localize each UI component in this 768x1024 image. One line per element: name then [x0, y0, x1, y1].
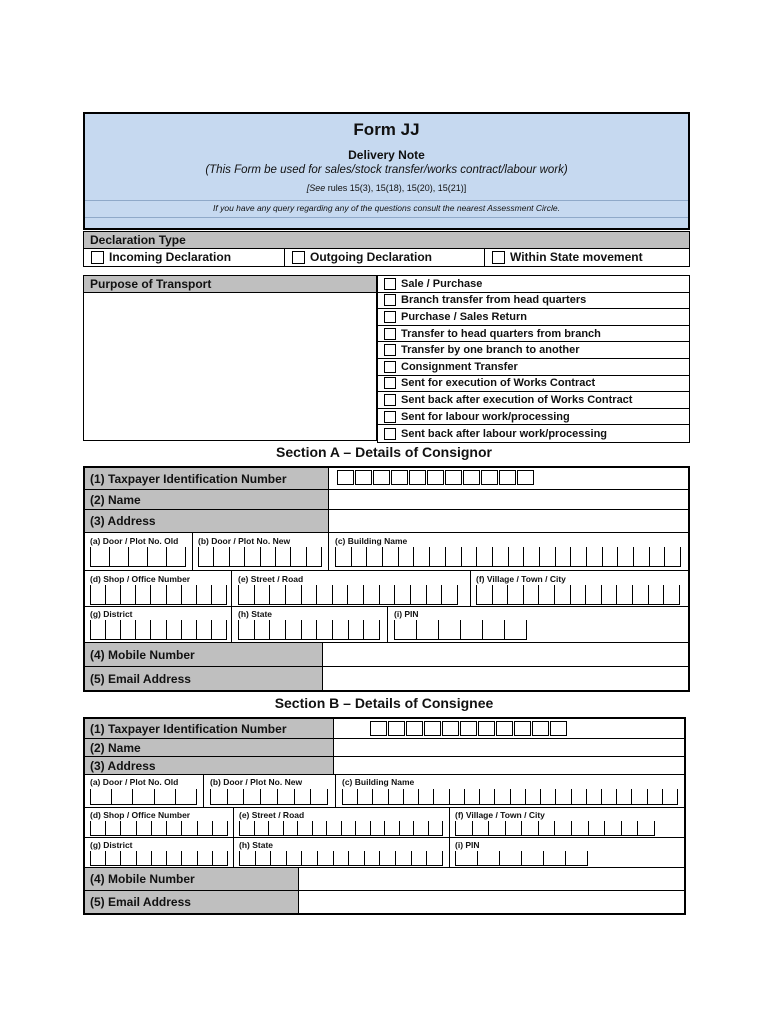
form-rules — [85, 183, 688, 193]
b-pin-label: (i) PIN — [455, 840, 480, 850]
a-shop-input[interactable] — [90, 585, 227, 605]
transport-option-label: Consignment Transfer — [401, 360, 518, 373]
b-mobile-row — [85, 868, 684, 891]
declaration-incoming-label: Incoming Declaration — [109, 250, 232, 264]
b-shop-label: (d) Shop / Office Number — [90, 810, 191, 820]
a-state-input[interactable] — [238, 620, 380, 640]
checkbox[interactable] — [384, 294, 396, 306]
checkbox[interactable] — [384, 394, 396, 406]
transport-option[interactable] — [378, 392, 689, 409]
form-subtitle: Delivery Note — [348, 148, 425, 162]
b-tin-row — [85, 719, 684, 739]
a-tin-row — [85, 468, 688, 490]
b-village-input[interactable] — [455, 821, 655, 836]
b-building-input[interactable] — [342, 789, 678, 805]
declaration-within-state[interactable] — [485, 248, 689, 266]
a-district-label: (g) District — [90, 609, 133, 619]
b-email-row — [85, 891, 684, 913]
checkbox[interactable] — [292, 251, 305, 264]
a-address-label: (3) Address — [85, 510, 329, 532]
transport-option[interactable] — [378, 359, 689, 376]
section-b-title: Section B – Details of Consignee — [274, 695, 494, 711]
transport-option-label: Branch transfer from head quarters — [401, 294, 587, 307]
checkbox[interactable] — [384, 311, 396, 323]
a-shop-label: (d) Shop / Office Number — [90, 574, 191, 584]
declaration-incoming[interactable] — [84, 248, 285, 266]
b-mobile-label: (4) Mobile Number — [85, 868, 299, 890]
a-tin-input[interactable] — [337, 470, 535, 485]
declaration-options — [83, 248, 690, 267]
b-building-label: (c) Building Name — [342, 777, 415, 787]
declaration-outgoing[interactable] — [285, 248, 485, 266]
transport-option-label: Purchase / Sales Return — [401, 310, 527, 323]
transport-option[interactable] — [378, 376, 689, 393]
a-tin-label: (1) Taxpayer Identification Number — [85, 468, 329, 489]
section-a-title: Section A – Details of Consignor — [276, 444, 492, 460]
transport-option[interactable] — [378, 276, 689, 293]
transport-option-label: Sent back after execution of Works Contract — [401, 393, 633, 406]
b-door-old-label: (a) Door / Plot No. Old — [90, 777, 179, 787]
b-door-old-input[interactable] — [90, 789, 197, 805]
declaration-within-state-label: Within State movement — [510, 250, 643, 264]
a-door-old-label: (a) Door / Plot No. Old — [90, 536, 179, 546]
checkbox[interactable] — [384, 344, 396, 356]
b-tin-input[interactable] — [370, 721, 568, 736]
transport-options — [377, 275, 690, 443]
query-note: If you have any query regarding any of the questions consult the nearest Assessment Circle. — [213, 203, 560, 213]
b-name-label: (2) Name — [85, 739, 334, 756]
transport-option-label: Sent for execution of Works Contract — [401, 377, 596, 390]
a-email-label: (5) Email Address — [85, 667, 323, 690]
declaration-outgoing-label: Outgoing Declaration — [310, 250, 433, 264]
b-pin-input[interactable] — [455, 851, 588, 866]
a-door-new-label: (b) Door / Plot No. New — [198, 536, 291, 546]
form-header — [83, 112, 690, 230]
a-mobile-label: (4) Mobile Number — [85, 643, 323, 666]
b-door-row — [85, 775, 684, 808]
b-village-label: (f) Village / Town / City — [455, 810, 545, 820]
transport-heading: Purpose of Transport — [83, 275, 377, 293]
checkbox[interactable] — [384, 411, 396, 423]
transport-option-label: Transfer to head quarters from branch — [401, 327, 601, 340]
a-email-row — [85, 667, 688, 690]
a-name-row — [85, 490, 688, 510]
b-tin-label: (1) Taxpayer Identification Number — [85, 719, 334, 738]
transport-blank-area — [83, 293, 377, 441]
transport-option[interactable] — [378, 425, 689, 442]
a-name-label: (2) Name — [85, 490, 329, 509]
a-building-label: (c) Building Name — [335, 536, 408, 546]
b-district-label: (g) District — [90, 840, 133, 850]
b-street-input[interactable] — [239, 821, 443, 836]
b-address-label: (3) Address — [85, 757, 334, 774]
a-mobile-row — [85, 643, 688, 667]
section-b — [83, 717, 686, 915]
b-shop-row — [85, 808, 684, 838]
rules-text: rules 15(3), 15(18), 15(20), 15(21)] — [325, 183, 467, 193]
a-door-new-input[interactable] — [198, 547, 322, 567]
b-address-row — [85, 757, 684, 775]
rules-see: [See — [306, 183, 326, 193]
section-a — [83, 466, 690, 692]
transport-option[interactable] — [378, 293, 689, 310]
b-door-new-label: (b) Door / Plot No. New — [210, 777, 303, 787]
a-pin-label: (i) PIN — [394, 609, 419, 619]
transport-option-label: Sent for labour work/processing — [401, 410, 570, 423]
transport-option[interactable] — [378, 342, 689, 359]
checkbox[interactable] — [492, 251, 505, 264]
a-building-input[interactable] — [335, 547, 681, 567]
a-village-input[interactable] — [476, 585, 680, 605]
transport-option[interactable] — [378, 409, 689, 426]
a-pin-input[interactable] — [394, 620, 527, 640]
b-door-new-input[interactable] — [210, 789, 328, 805]
checkbox[interactable] — [91, 251, 104, 264]
checkbox[interactable] — [384, 328, 396, 340]
b-district-row — [85, 838, 684, 868]
checkbox[interactable] — [384, 377, 396, 389]
a-door-row — [85, 533, 688, 571]
b-name-row — [85, 739, 684, 757]
a-district-row — [85, 607, 688, 643]
transport-option-label: Transfer by one branch to another — [401, 344, 580, 357]
a-village-label: (f) Village / Town / City — [476, 574, 566, 584]
a-district-input[interactable] — [90, 620, 227, 640]
a-shop-row — [85, 571, 688, 607]
b-district-input[interactable] — [90, 851, 228, 866]
a-state-label: (h) State — [238, 609, 272, 619]
checkbox[interactable] — [384, 278, 396, 290]
transport-option-label: Sent back after labour work/processing — [401, 427, 608, 440]
form-purpose: (This Form be used for sales/stock transfer/works contract/labour work) — [205, 164, 568, 176]
checkbox[interactable] — [384, 428, 396, 440]
transport-option-label: Sale / Purchase — [401, 277, 483, 290]
b-state-input[interactable] — [239, 851, 443, 866]
a-street-input[interactable] — [238, 585, 458, 605]
b-shop-input[interactable] — [90, 821, 228, 836]
b-email-label: (5) Email Address — [85, 891, 299, 913]
a-door-old-input[interactable] — [90, 547, 186, 567]
b-state-label: (h) State — [239, 840, 273, 850]
checkbox[interactable] — [384, 361, 396, 373]
a-street-label: (e) Street / Road — [238, 574, 304, 584]
declaration-heading: Declaration Type — [83, 231, 690, 249]
b-street-label: (e) Street / Road — [239, 810, 305, 820]
transport-option[interactable] — [378, 309, 689, 326]
a-address-row — [85, 510, 688, 533]
transport-option[interactable] — [378, 326, 689, 343]
form-title: Form JJ — [353, 120, 420, 139]
